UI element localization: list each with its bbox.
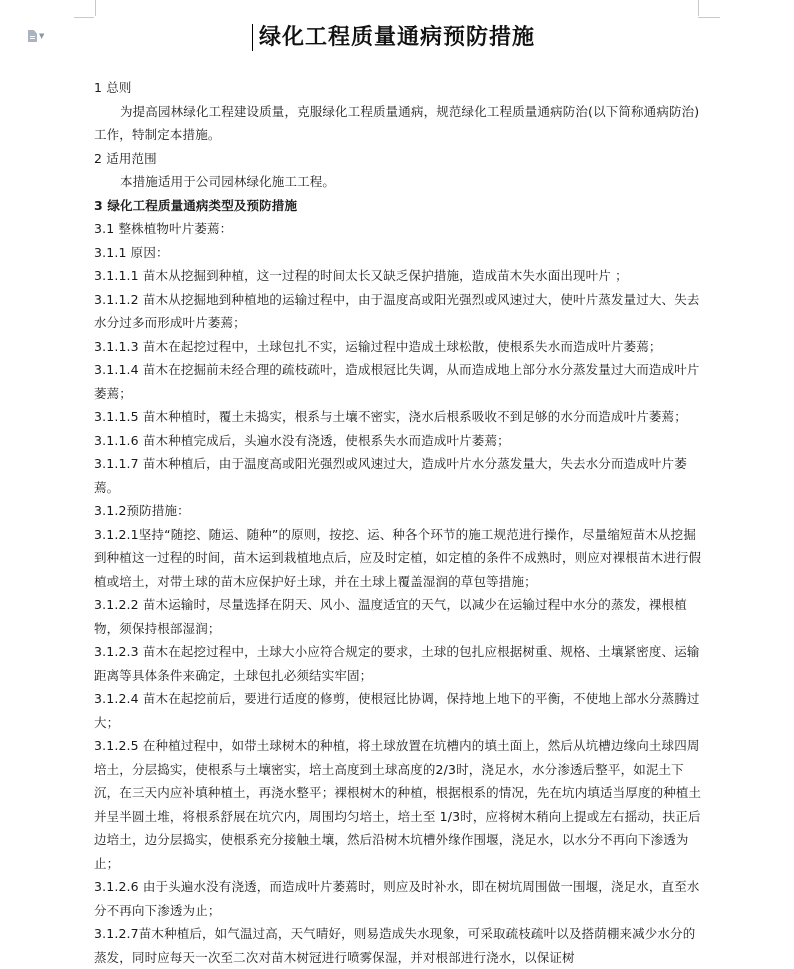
page-corner-mark-right (698, 0, 700, 16)
paragraph: 3.1 整株植物叶片萎蔫： (94, 221, 233, 236)
paragraph: 3.1.2.6 由于头遍水没有浇透，而造成叶片萎蔫时，则应及时补水，即在树坑周围做一围堰，浇足水，直至水分不再向下渗透为止； (94, 879, 700, 918)
paragraph: 3 绿化工程质量通病类型及预防措施 (94, 197, 298, 213)
paragraph: 3.1.1 原因： (94, 244, 169, 260)
paragraph: 3.1.1.1 苗木从挖掘到种植，这一过程的时间太长又缺乏保护措施，造成苗木失水面出现叶片 ； (94, 268, 628, 283)
chevron-down-icon: ▼ (39, 31, 45, 40)
document-title: 绿化工程质量通病预防措施 (258, 25, 535, 50)
page-corner-mark-left-horizontal (74, 16, 94, 18)
page-corner-mark-left (94, 0, 96, 16)
paragraph: 为提高园林绿化工程建设质量，克服绿化工程质量通病，规范绿化工程质量通病防治(以下简称通病防治)工作，特制定本措施。 (94, 103, 700, 142)
paragraph: 3.1.1.5 苗木种植时，覆土未捣实，根系与土壤不密实，浇水后根系吸收不到足够的水分而造成叶片萎蔫； (94, 409, 687, 424)
paragraph: 3.1.1.6 苗木种植完成后，头遍水没有浇透，使根系失水而造成叶片萎蔫； (94, 432, 510, 448)
paragraph: 3.1.1.4 苗木在挖掘前未经合理的疏枝疏叶，造成根冠比失调，从而造成地上部分水分蒸发量过大而造成叶片萎蔫； (94, 362, 700, 401)
paragraph: 1 总则 (94, 80, 132, 95)
paragraph: 3.1.2.1坚持“随挖、随运、随种”的原则，按挖、运、种各个环节的施工规范进行操作，尽量缩短苗木从挖掘到种植这一过程的时间，苗木运到栽植地点后，应及时定植，如定植的条件不成熟时，则应对裸根苗木进行假植或培土，对带土球的苗木应保护好土球，并在土球上覆盖湿润的草包等措施； (94, 526, 702, 589)
document-body[interactable] (94, 76, 706, 969)
paragraph: 3.1.1.3 苗木在起挖过程中，土球包扎不实，运输过程中造成土球松散，使根系失水而造成叶片萎蔫； (94, 338, 662, 354)
text-cursor (252, 24, 253, 51)
paragraph: 3.1.2.4 苗木在起挖前后，要进行适度的修剪，使根冠比协调，保持地上地下的平衡，不使地上部水分蒸腾过大； (94, 691, 700, 730)
paragraph: 3.1.1.2 苗木从挖掘地到种植地的运输过程中，由于温度高或阳光强烈或风速过大，使叶片蒸发量过大、失去水分过多而形成叶片萎蔫； (94, 291, 700, 330)
paragraph: 2 适用范围 (94, 150, 157, 166)
paragraph: 3.1.1.7 苗木种植后，由于温度高或阳光强烈或风速过大，造成叶片水分蒸发量大，失去水分而造成叶片萎蔫。 (94, 456, 687, 495)
paragraph: 3.1.2预防措施： (94, 503, 190, 518)
paragraph: 本措施适用于公司园林绿化施工工程。 (120, 174, 336, 189)
page-corner-mark-right-horizontal (698, 16, 720, 18)
paragraph: 3.1.2.5 在种植过程中，如带土球树木的种植，将土球放置在坑槽内的填土面上，然后从坑槽边缘向土球四周培土，分层捣实，使根系与土壤密实，培土高度到土球高度的2/3时，浇足水，水分渗透后整平，如泥土下沉，在三天内应补填种植土，再浇水整平；裸根树木的种植，根据根系的情况，先在坑内填适当厚度的种植土并呈半圆土堆，将根系舒展在坑穴内，周围均匀培土，培土至 1/3时，应将树木稍向上提或左右摇动，扶正后边培土，边分层捣实，使根系充分接触土壤，然后沿树木坑槽外缘作围堰，浇足水，以水分不再向下渗透为止； (94, 738, 702, 871)
paragraph: 3.1.2.2 苗木运输时，尽量选择在阴天、风小、温度适宜的天气，以减少在运输过程中水分的蒸发，裸根植物，须保持根部湿润； (94, 597, 687, 636)
paragraph: 3.1.2.7苗木种植后，如气温过高，天气晴好，则易造成失水现象，可采取疏枝疏叶以及搭荫棚来减少水分的蒸发，同时应每天一次至二次对苗木树冠进行喷雾保湿，并对根部进行浇水，以保证树 (94, 926, 696, 965)
paragraph: 3.1.2.3 苗木在起挖过程中，土球大小应符合规定的要求，土球的包扎应根据树重、规格、土壤紧密度、运输距离等具体条件来确定，土球包扎必须结实牢固； (94, 644, 700, 683)
